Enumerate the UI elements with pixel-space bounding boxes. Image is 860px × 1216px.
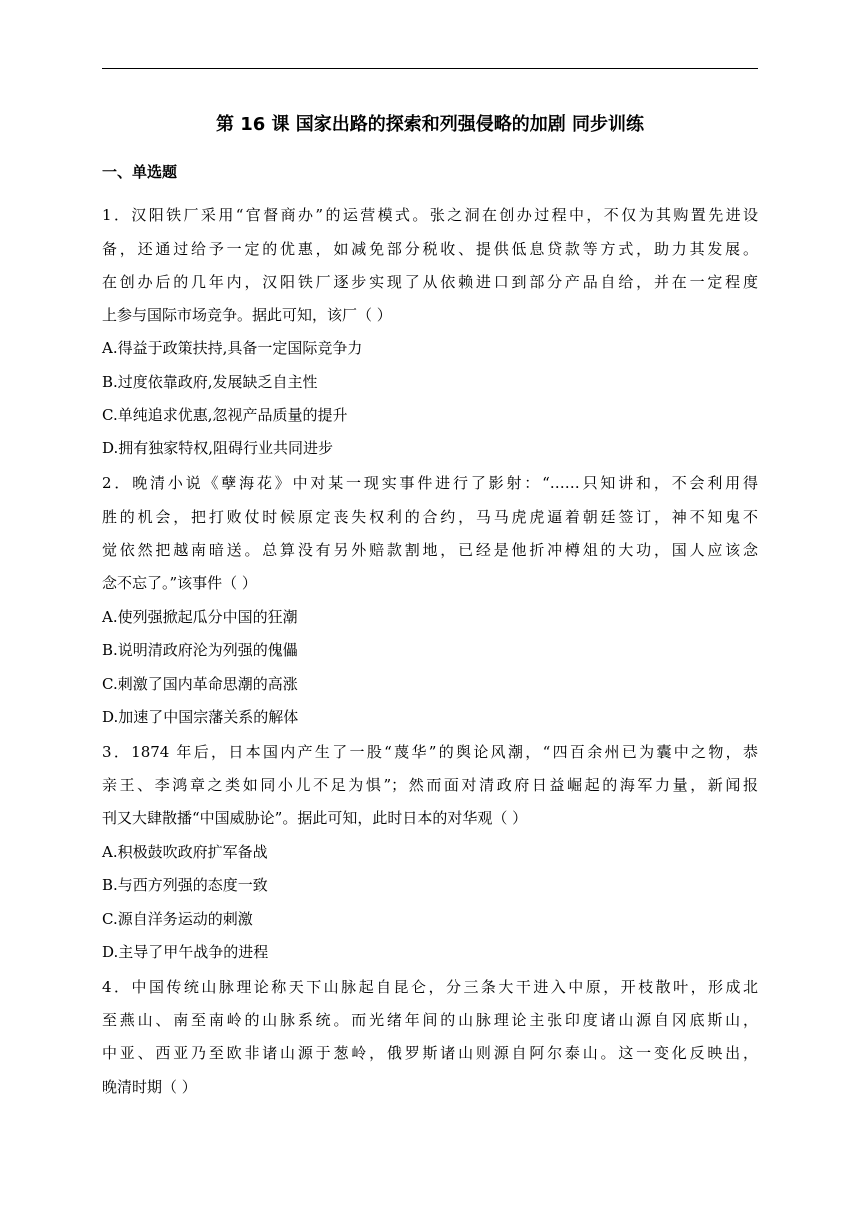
document-title: 第 16 课 国家出路的探索和列强侵略的加剧 同步训练 [215,114,645,135]
question-stem-line: 至燕山、南至南岭的山脉系统。而光绪年间的山脉理论主张印度诸山源自冈底斯山， [102,1011,758,1029]
question-stem-line: 晚清时期（ ） [102,1078,197,1096]
question-stem-line: 刊又大肆散播“中国威胁论”。据此可知，此时日本的对华观（ ） [102,809,528,827]
option-d: D.主导了甲午战争的进程 [102,943,269,961]
option-a: A.积极鼓吹政府扩军备战 [102,843,268,861]
question-stem-line: 中亚、西亚乃至欧非诸山源于葱岭，俄罗斯诸山则源自阿尔泰山。这一变化反映出， [102,1044,758,1062]
option-c: C.刺激了国内革命思潮的高涨 [102,675,298,693]
option-b: B.说明清政府沦为列强的傀儡 [102,641,298,659]
question-stem-line: 觉依然把越南暗送。总算没有另外赔款割地，已经是他折冲樽俎的大功，国人应该念 [102,541,758,559]
question-stem-line: 胜的机会，把打败仗时候原定丧失权利的合约，马马虎虎逼着朝廷签订，神不知鬼不 [102,508,758,526]
question-stem-line: 在创办后的几年内，汉阳铁厂逐步实现了从依赖进口到部分产品自给，并在一定程度 [102,273,758,291]
question-stem-line: 4．中国传统山脉理论称天下山脉起自昆仑，分三条大干进入中原，开枝散叶，形成北 [102,978,758,996]
option-b: B.过度依靠政府,发展缺乏自主性 [102,373,318,391]
question-stem-line: 1．汉阳铁厂采用“官督商办”的运营模式。张之洞在创办过程中，不仅为其购置先进设 [102,206,758,224]
header-rule [102,68,758,69]
option-d: D.加速了中国宗藩关系的解体 [102,708,299,726]
option-b: B.与西方列强的态度一致 [102,876,268,894]
option-c: C.单纯追求优惠,忽视产品质量的提升 [102,406,348,424]
question-stem-line: 亲王、李鸿章之类如同小儿不足为惧”；然而面对清政府日益崛起的海军力量，新闻报 [102,776,758,794]
option-a: A.使列强掀起瓜分中国的狂潮 [102,608,298,626]
option-d: D.拥有独家特权,阻碍行业共同进步 [102,439,334,457]
question-stem-line: 备，还通过给予一定的优惠，如减免部分税收、提供低息贷款等方式，助力其发展。 [102,240,758,258]
option-a: A.得益于政策扶持,具备一定国际竞争力 [102,339,363,357]
question-stem-line: 2．晚清小说《孽海花》中对某一现实事件进行了影射：“……只知讲和，不会利用得 [102,474,758,492]
question-stem-line: 上参与国际市场竞争。据此可知，该厂（ ） [102,306,392,324]
section-heading: 一、单选题 [102,163,178,181]
question-stem-line: 3．1874 年后，日本国内产生了一股“蔑华”的舆论风潮，“四百余州已为囊中之物，恭 [102,743,758,761]
question-stem-line: 念不忘了。”该事件（ ） [102,574,257,592]
option-c: C.源自洋务运动的刺激 [102,910,253,928]
